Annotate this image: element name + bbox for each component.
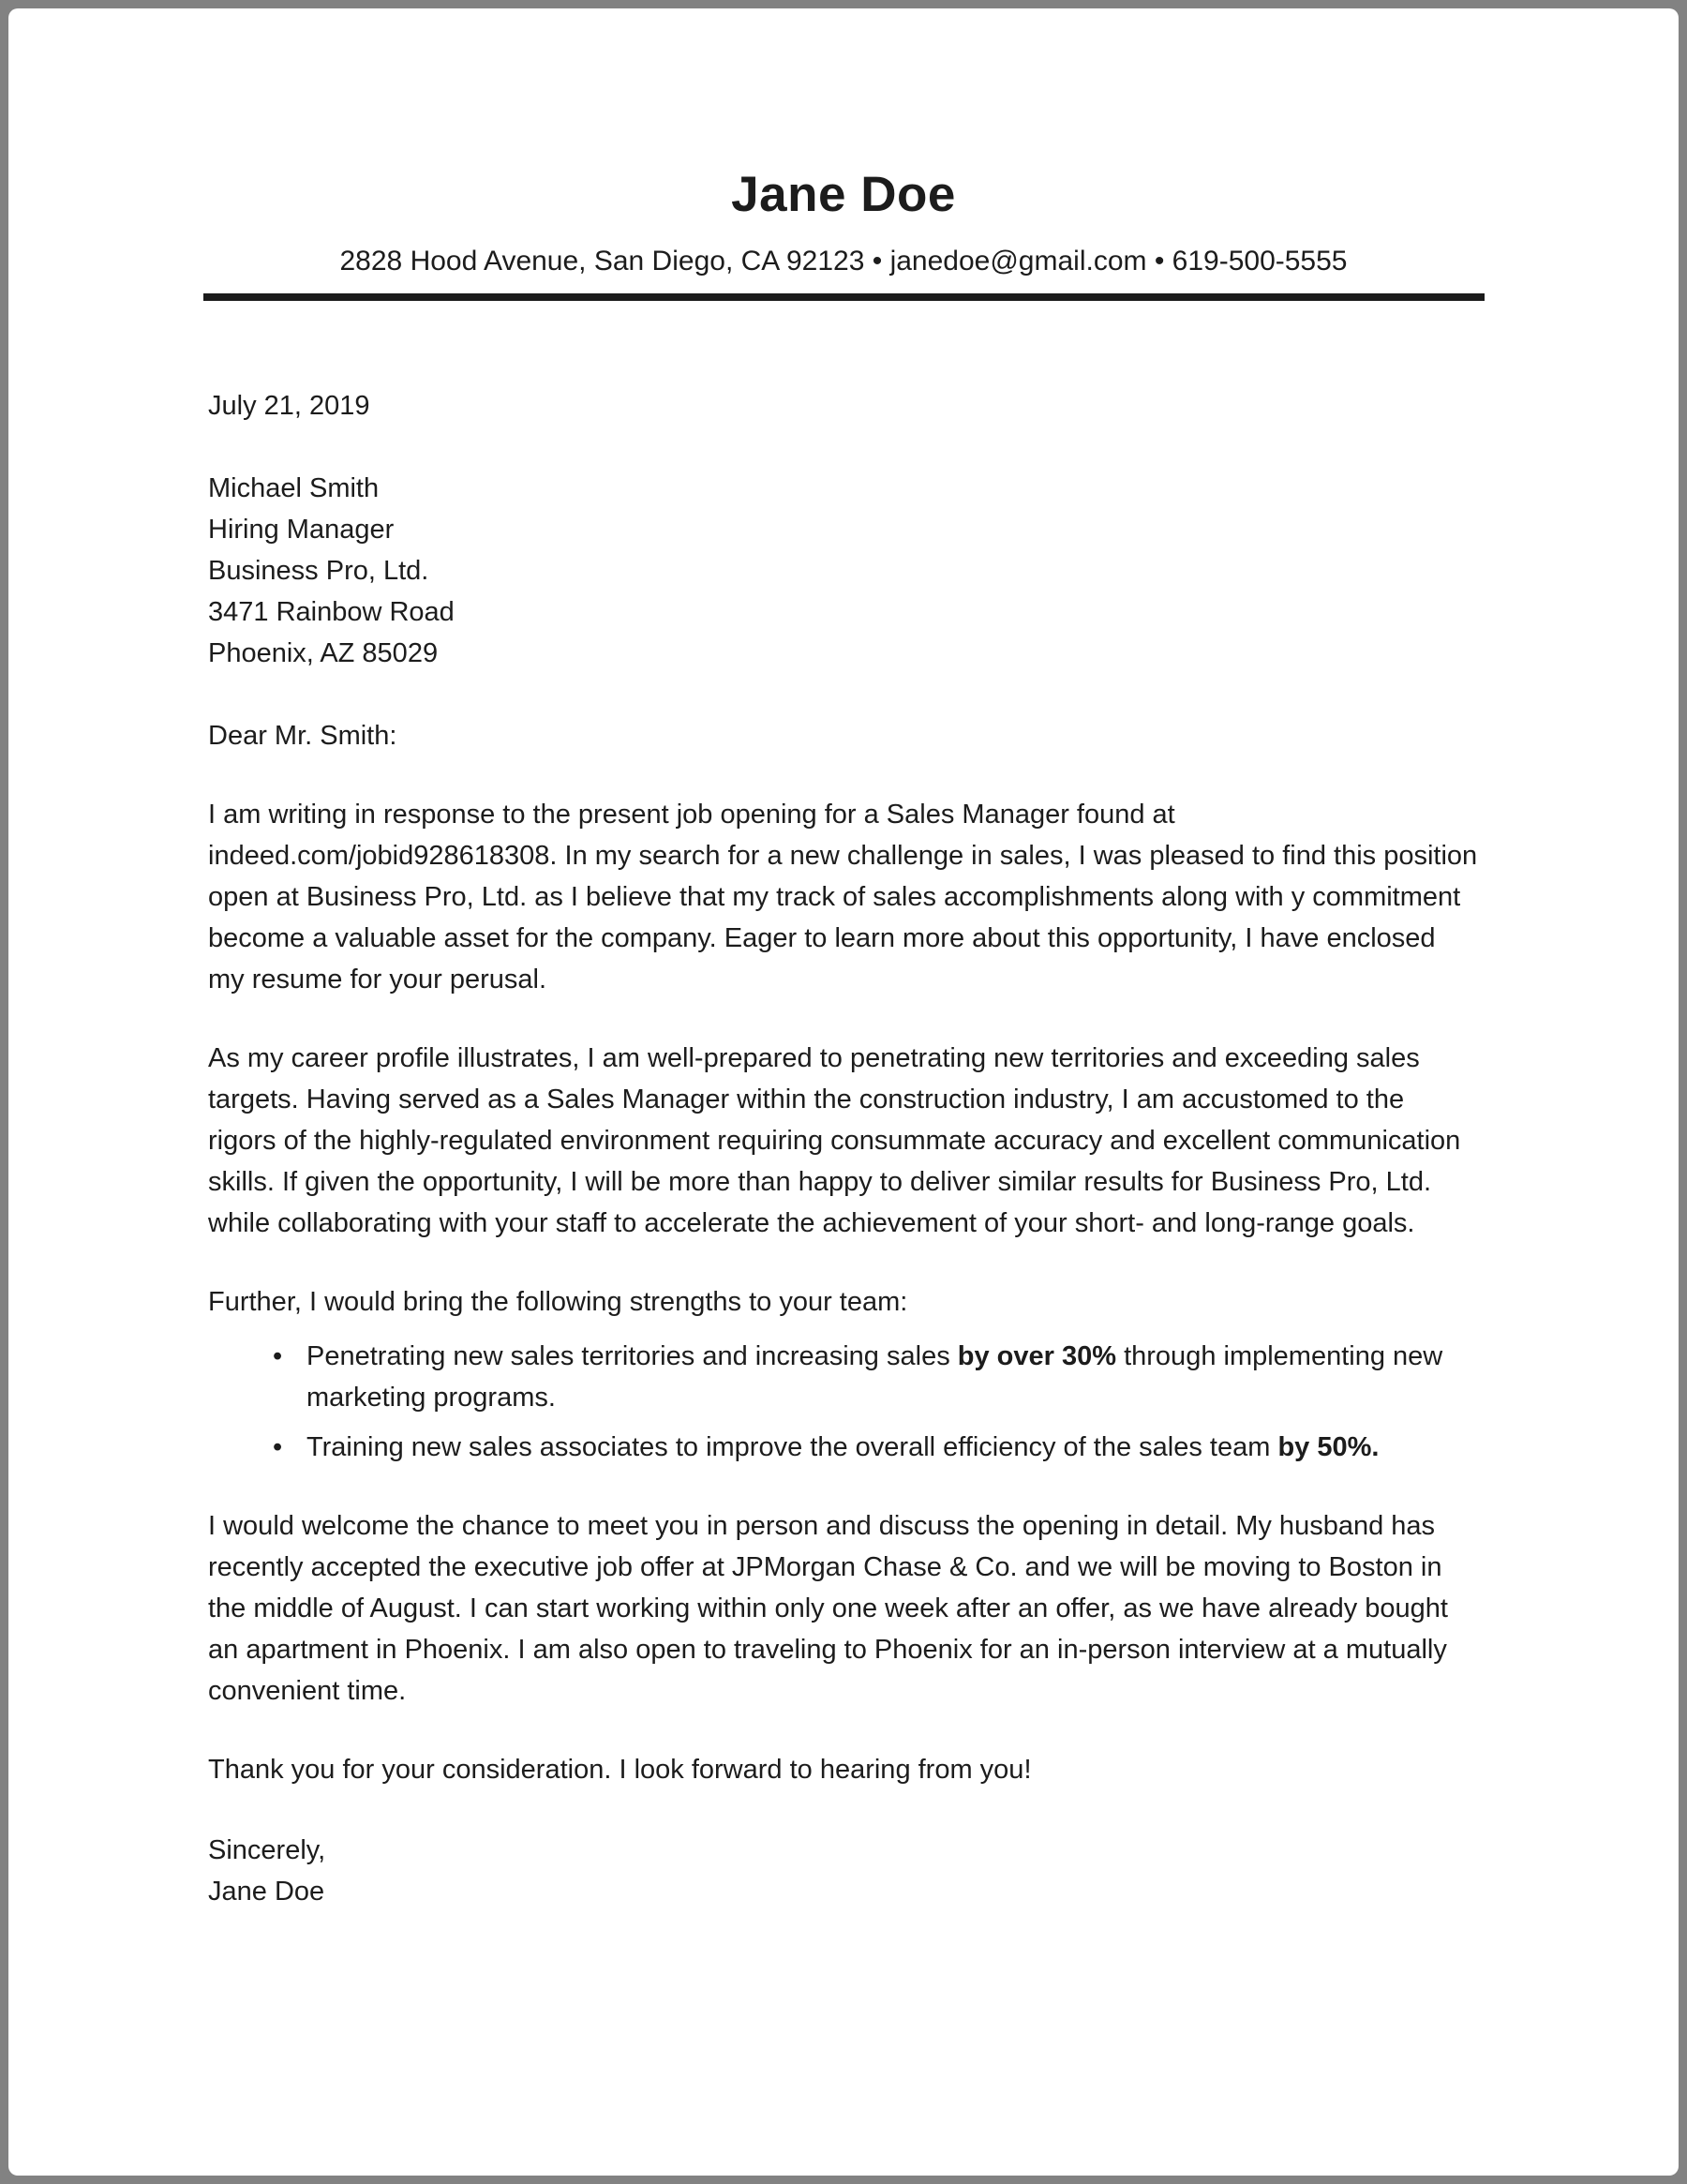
- recipient-title: Hiring Manager: [208, 515, 395, 545]
- recipient-block: [208, 468, 1479, 674]
- list-item-text: [306, 1336, 1479, 1418]
- strengths-list: [208, 1336, 1479, 1468]
- closing-block: [208, 1830, 1479, 1912]
- paragraph-experience: As my career profile illustrates, I am well-prepared to penetrating new territories and exceeding sales targets. Having served as a Sales Manager within the construction industry, I am accustomed to the rigors of the highly-regulated environment requiring consummate accuracy and excellent communication skills. If given the opportunity, I will be more than happy to deliver similar results for Business Pro, Ltd. while collaborating with your staff to accelerate the achievement of your short- and long-range goals.: [208, 1043, 1461, 1238]
- bullet-icon: •: [273, 1341, 283, 1371]
- list-item: [208, 1336, 1479, 1418]
- letter-content: [8, 168, 1679, 1912]
- sender-contact: 2828 Hood Avenue, San Diego, CA 92123 • janedoe@gmail.com • 619-500-5555: [339, 246, 1348, 277]
- recipient-company: Business Pro, Ltd.: [208, 556, 429, 586]
- list-item-text-pre: Training new sales associates to improve the overall efficiency of the sales team: [306, 1432, 1278, 1462]
- list-item-text-post: through implementing new marketing programs.: [306, 1341, 1443, 1413]
- paragraph-availability: I would welcome the chance to meet you in person and discuss the opening in detail. My husband has recently accepted the executive job offer at JPMorgan Chase & Co. and we will be moving to Boston in the middle of August. I can start working within only one week after an offer, as we have already bought an apartment in Phoenix. I am also open to traveling to Phoenix for an in-person interview at a mutually convenient time.: [208, 1511, 1448, 1706]
- recipient-street: 3471 Rainbow Road: [208, 597, 455, 627]
- strengths-intro: Further, I would bring the following strengths to your team:: [208, 1287, 908, 1317]
- paragraph-opening: I am writing in response to the present job opening for a Sales Manager found at indeed.com/jobid928618308. In my search for a new challenge in sales, I was pleased to find this position open at Business Pro, Ltd. as I believe that my track of sales accomplishments along with y commitment become a valuable asset for the company. Eager to learn more about this opportunity, I have enclosed my resume for your perusal.: [208, 800, 1478, 995]
- sender-name: Jane Doe: [731, 167, 956, 222]
- list-item-text: [306, 1427, 1379, 1468]
- letter-date: July 21, 2019: [208, 391, 370, 421]
- salutation: Dear Mr. Smith:: [208, 721, 397, 751]
- closing: Sincerely,: [208, 1835, 326, 1865]
- signature: Jane Doe: [208, 1877, 325, 1907]
- list-item-text-bold: by 50%.: [1277, 1432, 1380, 1462]
- list-item: [208, 1427, 1479, 1468]
- letter-page: [8, 8, 1679, 2176]
- header-divider: [203, 293, 1485, 301]
- list-item-text-pre: Penetrating new sales territories and increasing sales: [306, 1341, 958, 1371]
- recipient-name: Michael Smith: [208, 473, 380, 503]
- bullet-icon: •: [273, 1432, 283, 1462]
- paragraph-thanks: Thank you for your consideration. I look forward to hearing from you!: [208, 1755, 1032, 1785]
- recipient-city: Phoenix, AZ 85029: [208, 638, 439, 668]
- list-item-text-bold: by over 30%: [957, 1341, 1117, 1371]
- letter-header: [208, 168, 1479, 301]
